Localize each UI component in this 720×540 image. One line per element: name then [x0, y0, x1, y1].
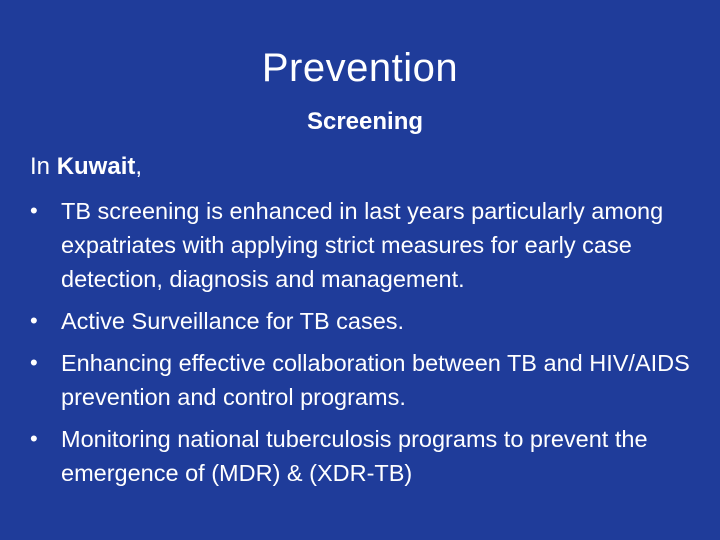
bullet-item [30, 346, 700, 414]
bullet-item [30, 194, 700, 296]
bullet-text: TB screening is enhanced in last years particularly among expatriates with applying strict measures for early case detection, diagnosis and management. [61, 198, 664, 292]
slide-subtitle: Screening [306, 108, 424, 135]
slide-title: Prevention [261, 46, 459, 90]
bullet-icon: • [30, 426, 38, 451]
bullet-icon: • [30, 198, 38, 223]
bullet-item [30, 422, 700, 490]
bullet-item [30, 304, 700, 338]
bullet-text: Active Surveillance for TB cases. [61, 308, 405, 334]
bullet-list [30, 194, 700, 498]
bullet-icon: • [30, 350, 38, 375]
bullet-text: Enhancing effective collaboration between TB and HIV/AIDS prevention and control programs. [61, 350, 690, 410]
intro-country: Kuwait [56, 153, 136, 180]
intro-prefix: In [30, 153, 57, 180]
intro-suffix: , [135, 153, 143, 180]
bullet-text: Monitoring national tuberculosis programs to prevent the emergence of (MDR) & (XDR-TB) [61, 426, 648, 486]
bullet-icon: • [30, 308, 38, 333]
intro-line [30, 152, 142, 182]
